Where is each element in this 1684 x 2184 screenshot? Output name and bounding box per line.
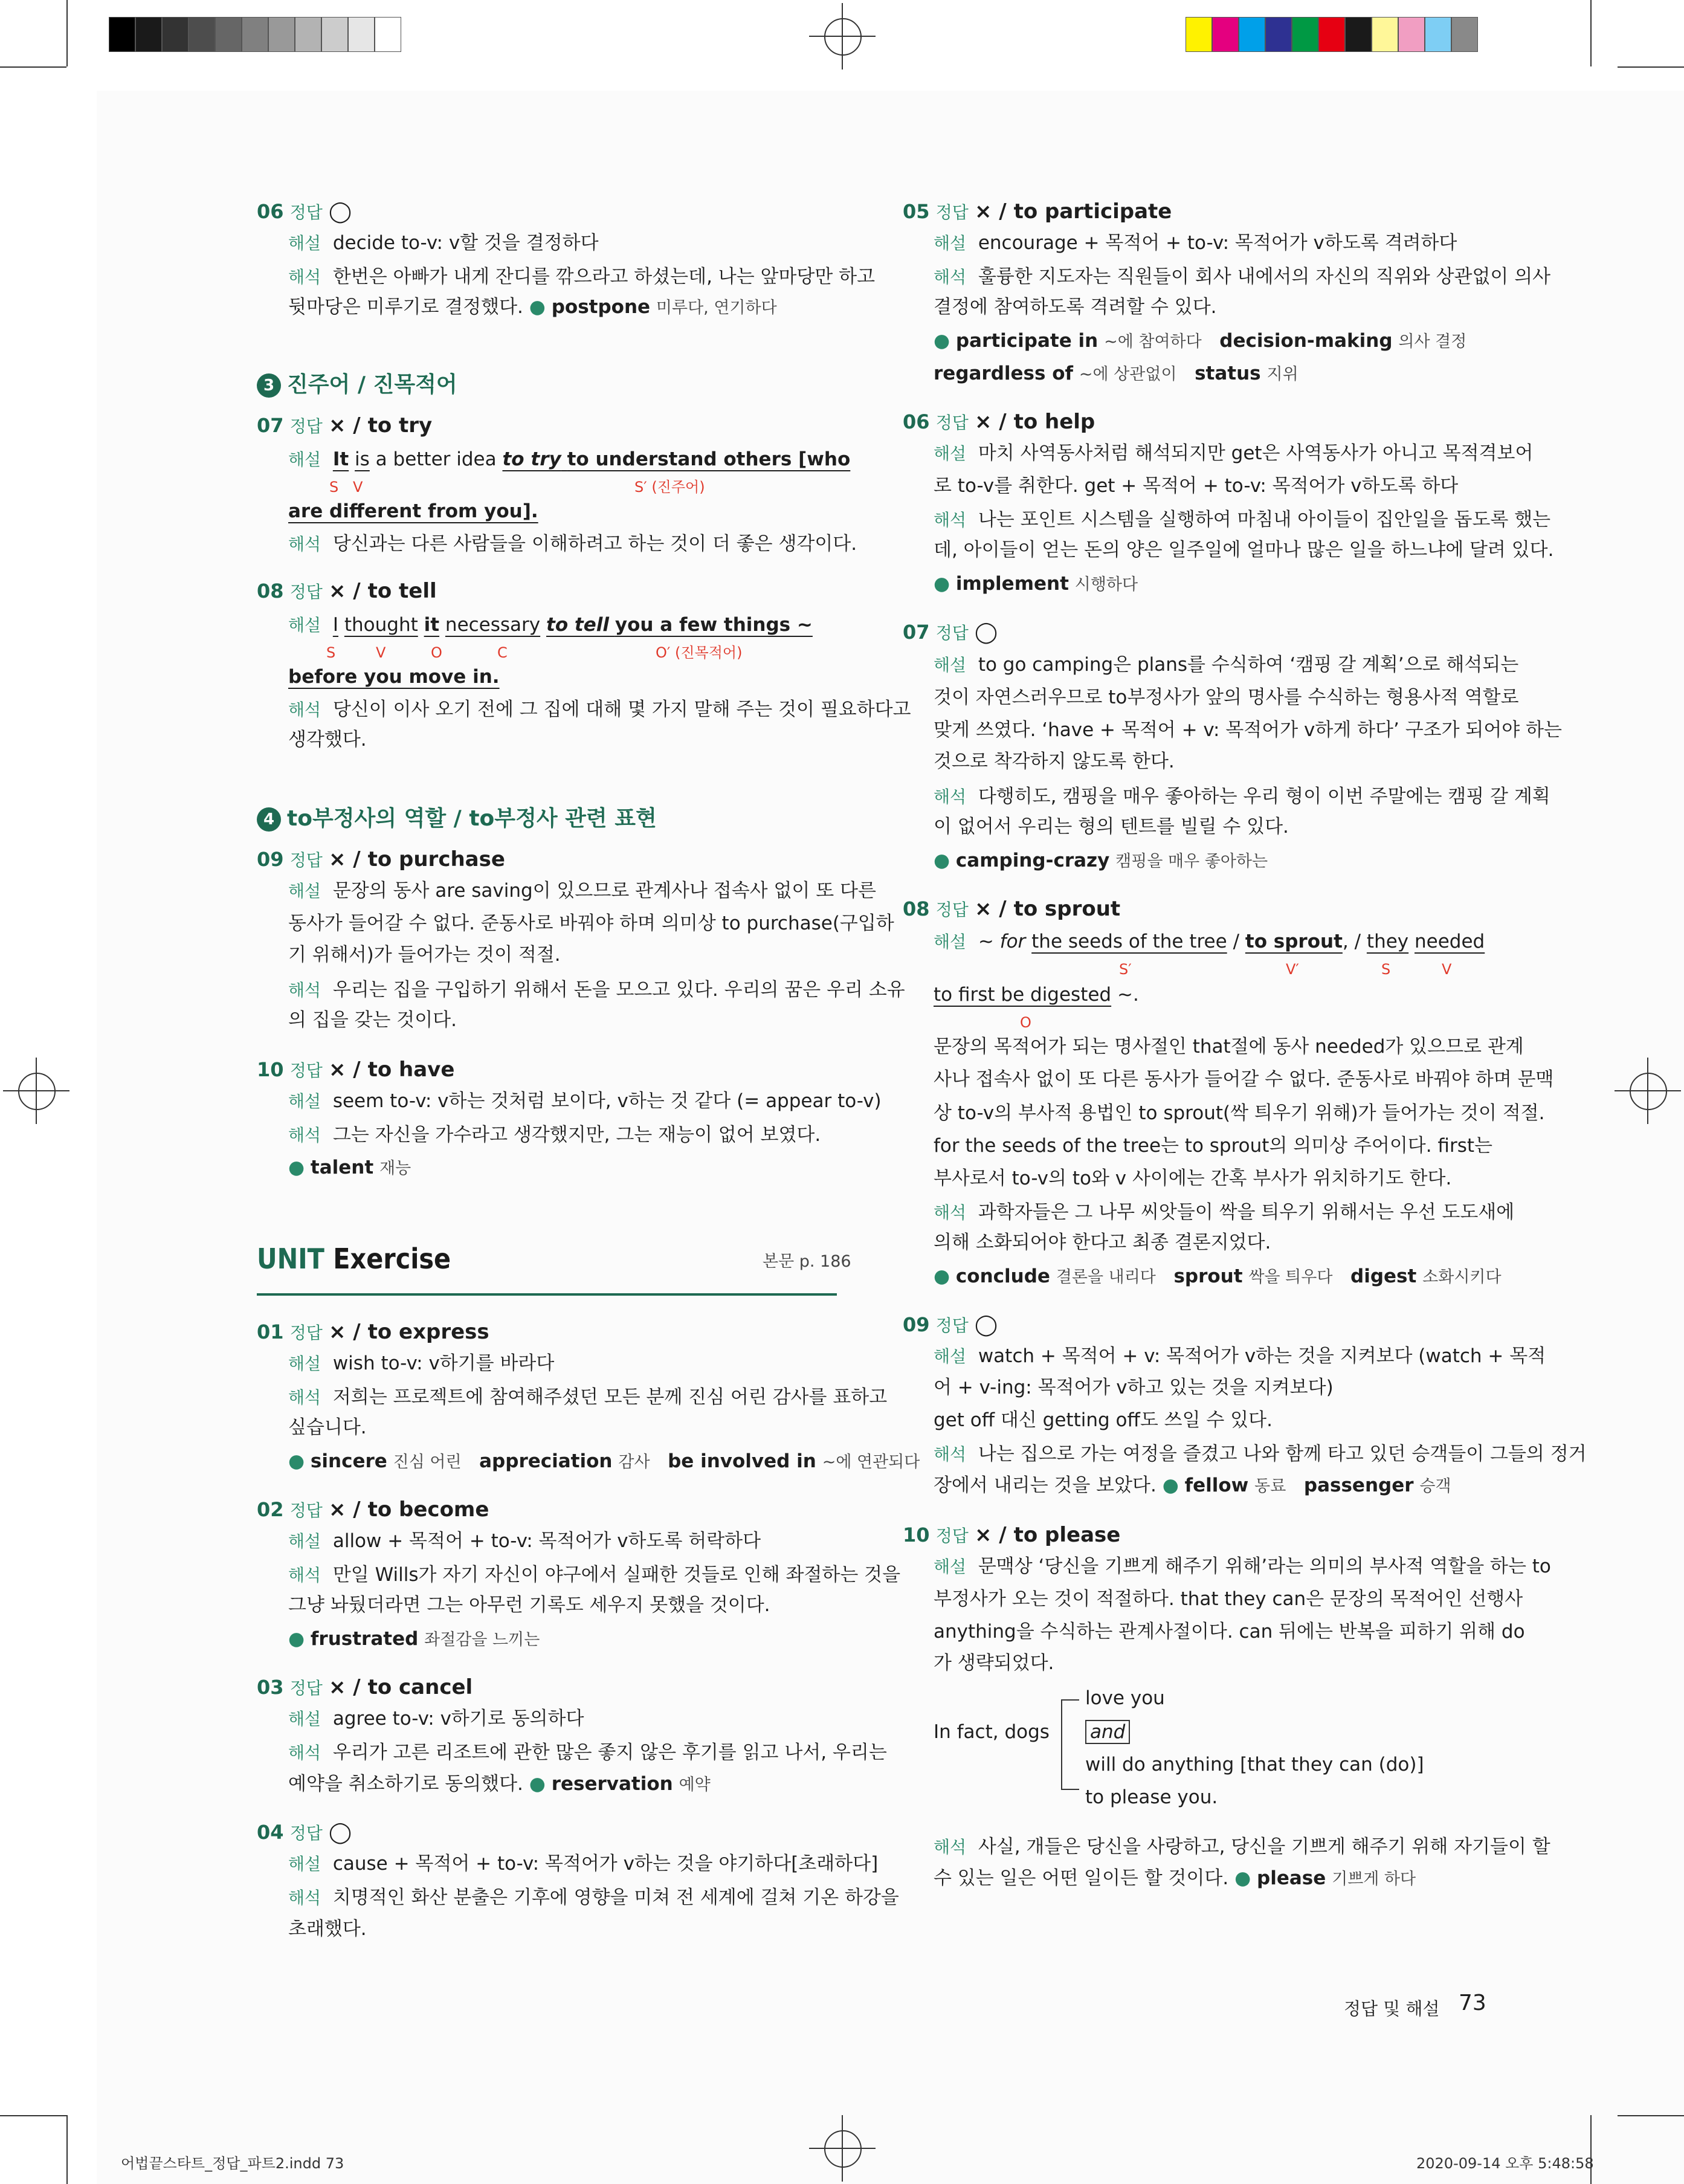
explanation-line: 기 위해서)가 들어가는 것이 적절. — [288, 944, 561, 966]
vocab-line: ● camping-crazy 캠핑을 매우 좋아하는 — [934, 850, 1268, 871]
registration-mark-right — [1615, 1058, 1681, 1124]
analysis-line: 해설 I thought it necessary to tell you a few things ~ — [288, 614, 813, 636]
crop-mark — [1618, 2115, 1684, 2116]
analysis-line: 해설 It is a better idea to try to understand others [who — [288, 448, 851, 470]
color-swatch — [242, 17, 268, 52]
color-swatch — [295, 17, 321, 52]
analysis-line: 해설 ~ for the seeds of the tree / to sprout, / they needed — [934, 931, 1485, 952]
color-swatch — [1265, 17, 1292, 52]
translation-line: 의 집을 갖는 것이다. — [288, 1009, 457, 1031]
translation-line: 뒷마당은 미루기로 결정했다. ● postpone 미루다, 연기하다 — [288, 296, 777, 318]
answer-label: 정답 — [289, 202, 323, 222]
answer-e05: 05 정답 × / to participate — [903, 199, 1172, 224]
vocab-line: regardless of ~에 상관없이 status 지위 — [934, 363, 1298, 384]
translation-line: 해석 만일 Wills가 자기 자신이 야구에서 실패한 것들로 인해 좌절하는 것을 — [288, 1564, 901, 1586]
analysis-line: before you move in. — [288, 666, 500, 688]
explanation-line: 로 to-v를 취한다. get + 목적어 + to-v: 목적어가 v하도록 하다 — [934, 475, 1459, 497]
explanation-line: 해설 문맥상 ‘당신을 기쁘게 해주기 위해’라는 의미의 부사적 역할을 하는 to — [934, 1556, 1551, 1577]
color-swatch — [1345, 17, 1372, 52]
explanation-line: 어 + v-ing: 목적어가 v하고 있는 것을 지켜보다) — [934, 1377, 1334, 1398]
color-swatch — [1292, 17, 1318, 52]
color-swatch — [135, 17, 162, 52]
color-swatch — [375, 17, 401, 52]
answer-e10: 10 정답 × / to please — [903, 1523, 1121, 1547]
translation-line: 해석 훌륭한 지도자는 직원들이 회사 내에서의 자신의 직위와 상관없이 의사 — [934, 266, 1551, 288]
bullet-icon: ● — [529, 296, 546, 318]
explanation-line: 가 생략되었다. — [934, 1652, 1054, 1674]
analysis-line: are different from you]. — [288, 500, 538, 522]
diagram-subject: In fact, dogs — [934, 1721, 1050, 1743]
color-bar — [1186, 17, 1478, 52]
answer-e07: 07 정답 ◯ — [903, 620, 998, 644]
color-swatch — [1239, 17, 1265, 52]
explanation-line: 동사가 들어갈 수 없다. 준동사로 바꿔야 하며 의미상 to purchase(구입하 — [288, 913, 894, 934]
explanation-line: 상 to-v의 부사적 용법인 to sprout(싹 틔우기 위해)가 들어가는 것이 적절. — [934, 1102, 1545, 1124]
explanation-line: 해설 watch + 목적어 + v: 목적어가 v하는 것을 지켜보다 (watch + 목적 — [934, 1345, 1546, 1367]
grammar-tag: S — [329, 479, 339, 496]
translation-line: 해석 당신이 이사 오기 전에 그 집에 대해 몇 가지 말해 주는 것이 필요하다고 — [288, 699, 911, 720]
explanation-line: 맞게 쓰였다. ‘have + 목적어 + v: 목적어가 v하게 하다’ 구조가 되어야 하는 — [934, 719, 1562, 741]
color-swatch — [162, 17, 189, 52]
color-swatch — [1186, 17, 1212, 52]
grammar-tag: V′ — [1286, 961, 1299, 978]
vocab-line: ● talent 재능 — [288, 1157, 411, 1178]
explanation-line: 해설 문장의 동사 are saving이 있으므로 관계사나 접속사 없이 또 다른 — [288, 880, 876, 902]
section-title-3: 3 진주어 / 진목적어 — [257, 367, 457, 398]
vocab-line: ● implement 시행하다 — [934, 573, 1138, 595]
explanation-line: 부정사가 오는 것이 적절하다. that they can은 문장의 목적어인 선행사 — [934, 1588, 1523, 1610]
translation-line: 해석 우리가 고른 리조트에 관한 많은 좋지 않은 후기를 읽고 나서, 우리는 — [288, 1742, 887, 1763]
color-swatch — [109, 17, 135, 52]
answer-value: ◯ — [328, 199, 352, 224]
explanation-line: 것으로 착각하지 않도록 한다. — [934, 751, 1175, 772]
color-swatch — [268, 17, 295, 52]
grammar-tag: S — [1381, 961, 1391, 978]
crop-mark — [0, 66, 66, 68]
color-swatch — [1451, 17, 1478, 52]
explanation-line: 해설 cause + 목적어 + to-v: 목적어가 v하는 것을 야기하다[초래하다] — [288, 1853, 879, 1875]
crop-mark — [1590, 0, 1592, 66]
answer-06 — [257, 199, 352, 225]
grammar-tag: S′ (진주어) — [634, 479, 705, 496]
translation-line: 생각했다. — [288, 729, 367, 751]
grammar-tag: O — [431, 644, 442, 661]
item-number: 06 — [257, 200, 284, 223]
translation-line: 해석 치명적인 화산 분출은 기후에 영향을 미쳐 전 세계에 걸쳐 기온 하강을 — [288, 1887, 899, 1908]
answer-e03: 03 정답 × / to cancel — [257, 1675, 473, 1699]
translation-line: 해석 나는 포인트 시스템을 실행하여 마침내 아이들이 집안일을 돕도록 했는 — [934, 509, 1551, 531]
translation-line: 해석 당신과는 다른 사람들을 이해하려고 하는 것이 더 좋은 생각이다. — [288, 533, 857, 555]
color-swatch — [1212, 17, 1239, 52]
translation-line: 해석 다행히도, 캠핑을 매우 좋아하는 우리 형이 이번 주말에는 캠핑 갈 계획 — [934, 786, 1550, 807]
explanation-line: 해설 seem to-v: v하는 것처럼 보이다, v하는 것 같다 (= appear to-v) — [288, 1090, 882, 1112]
diagram-branch-c: to please you. — [1085, 1786, 1218, 1808]
page-number: 73 — [1459, 1991, 1486, 2015]
color-swatch — [215, 17, 242, 52]
explanation-line: get off 대신 getting off도 쓰일 수 있다. — [934, 1409, 1273, 1431]
answer-e06: 06 정답 × / to help — [903, 410, 1095, 434]
answer-e02: 02 정답 × / to become — [257, 1497, 489, 1522]
explanation-line: 해설 decide to-v: v할 것을 결정하다 — [288, 232, 599, 254]
translation-line: 해석 한번은 아빠가 내게 잔디를 깎으라고 하셨는데, 나는 앞마당만 하고 — [288, 266, 876, 288]
answer-e04: 04 정답 ◯ — [257, 1820, 352, 1844]
diagram-conjunction: and — [1085, 1720, 1130, 1744]
explanation-line: 해설 마치 사역동사처럼 해석되지만 get은 사역동사가 아니고 목적격보어 — [934, 442, 1534, 464]
unit-exercise-title: UNIT Exercise — [257, 1242, 451, 1275]
translation-line: 해석 그는 자신을 가수라고 생각했지만, 그는 재능이 없어 보였다. — [288, 1124, 821, 1146]
translation-line: 의해 소화되어야 한다고 최종 결론지었다. — [934, 1232, 1271, 1253]
crop-mark — [66, 2115, 68, 2184]
grammar-tag: V — [376, 644, 386, 661]
registration-mark-bottom — [809, 2115, 876, 2182]
translation-line: 해석 나는 집으로 가는 여정을 즐겼고 나와 함께 타고 있던 승객들이 그들의 정거 — [934, 1443, 1587, 1465]
analysis-line: to first be digested ~. — [934, 984, 1139, 1006]
crop-mark — [0, 2115, 66, 2116]
explanation-line: 부사로서 to-v의 to와 v 사이에는 간혹 부사가 위치하기도 한다. — [934, 1168, 1452, 1189]
grammar-tag: V — [1442, 961, 1452, 978]
diagram-bracket-bottom — [1061, 1789, 1079, 1790]
translation-line: 해석 저희는 프로젝트에 참여해주셨던 모든 분께 진심 어린 감사를 표하고 — [288, 1386, 888, 1408]
explanation-line: 것이 자연스러우므로 to부정사가 앞의 명사를 수식하는 형용사적 역할로 — [934, 687, 1519, 708]
crop-mark — [1590, 2115, 1592, 2184]
color-swatch — [1425, 17, 1451, 52]
grammar-tag: O — [1020, 1014, 1031, 1031]
translation-line: 예약을 취소하기로 동의했다. ● reservation 예약 — [288, 1773, 711, 1795]
registration-mark-top — [809, 3, 876, 69]
explanation-line: 해설 agree to-v: v하기로 동의하다 — [288, 1708, 584, 1730]
answer-07: 07 정답 × / to try — [257, 413, 433, 438]
grammar-tag: V — [353, 479, 363, 496]
crop-mark — [66, 0, 68, 66]
translation-line: 해석 과학자들은 그 나무 씨앗들이 싹을 틔우기 위해서는 우선 도도새에 — [934, 1201, 1515, 1223]
explanation-line: anything을 수식하는 관계사절이다. can 뒤에는 반복을 피하기 위해 do — [934, 1621, 1525, 1643]
file-name: 어법끝스타트_정답_파트2.indd 73 — [121, 2155, 344, 2172]
grammar-tag: O′ (진목적어) — [656, 644, 743, 661]
translation-line: 그냥 놔뒀더라면 그는 아무런 기록도 세우지 못했을 것이다. — [288, 1594, 770, 1616]
grammar-tag: S′ — [1119, 961, 1132, 978]
explanation-line: 해설 to go camping은 plans를 수식하여 ‘캠핑 갈 계획’으로 해석되는 — [934, 654, 1519, 676]
vocab-line: ● sincere 진심 어린 appreciation 감사 be involved in ~에 연관되다 — [288, 1450, 920, 1472]
translation-line: 장에서 내리는 것을 보았다. ● fellow 동료 passenger 승객 — [934, 1475, 1451, 1496]
color-swatch — [1372, 17, 1398, 52]
diagram-branch-b: will do anything [that they can (do)] — [1085, 1754, 1424, 1775]
section-title-4: 4 to부정사의 역할 / to부정사 관련 표현 — [257, 801, 657, 832]
answer-e09: 09 정답 ◯ — [903, 1313, 998, 1337]
grayscale-bar — [109, 17, 401, 52]
explanation-line: 해설 allow + 목적어 + to-v: 목적어가 v하도록 허락하다 — [288, 1530, 761, 1552]
grammar-tag: S — [326, 644, 336, 661]
translation-line: 초래했다. — [288, 1918, 367, 1940]
answer-09: 09 정답 × / to purchase — [257, 847, 505, 871]
answer-e01: 01 정답 × / to express — [257, 1320, 489, 1344]
color-swatch — [1318, 17, 1345, 52]
color-swatch — [1398, 17, 1425, 52]
explanation-line: 문장의 목적어가 되는 명사절인 that절에 동사 needed가 있으므로 관계 — [934, 1036, 1524, 1058]
translation-line: 수 있는 일은 어떤 일이든 할 것이다. ● please 기쁘게 하다 — [934, 1867, 1416, 1889]
translation-line: 데, 아이들이 얻는 돈의 양은 일주일에 얼마나 많은 일을 하느냐에 달려 있다. — [934, 539, 1554, 561]
grammar-tag: C — [497, 644, 508, 661]
bullet-icon: ● — [288, 1157, 305, 1178]
vocab-line: ● conclude 결론을 내리다 sprout 싹을 틔우다 digest 소화시키다 — [934, 1265, 1502, 1287]
color-swatch — [321, 17, 348, 52]
translation-line: 싶습니다. — [288, 1417, 367, 1438]
diagram-bracket-top — [1061, 1699, 1079, 1701]
vocab-line: ● frustrated 좌절감을 느끼는 — [288, 1628, 540, 1650]
color-swatch — [348, 17, 375, 52]
explanation-line: 사나 접속사 없이 또 다른 동사가 들어갈 수 없다. 준동사로 바꿔야 하며 문맥 — [934, 1068, 1554, 1090]
translation-line: 결정에 참여하도록 격려할 수 있다. — [934, 296, 1217, 318]
explanation-line: for the seeds of the tree는 to sprout의 의미상 주어이다. first는 — [934, 1135, 1492, 1157]
color-swatch — [189, 17, 215, 52]
translation-line: 해석 사실, 개들은 당신을 사랑하고, 당신을 기쁘게 해주기 위해 자기들이 할 — [934, 1836, 1550, 1858]
diagram-branch-a: love you — [1085, 1687, 1165, 1709]
answer-e08: 08 정답 × / to sprout — [903, 897, 1121, 921]
explanation-line: 해설 encourage + 목적어 + to-v: 목적어가 v하도록 격려하다 — [934, 232, 1457, 254]
diagram-bracket — [1061, 1699, 1062, 1790]
translation-line: 이 없어서 우리는 형의 텐트를 빌릴 수 있다. — [934, 816, 1289, 838]
footer-section: 정답 및 해설 — [1344, 1998, 1440, 2019]
translation-line: 해석 우리는 집을 구입하기 위해서 돈을 모으고 있다. 우리의 꿈은 우리 소유 — [288, 979, 905, 1001]
print-date: 2020-09-14 오후 5:48:58 — [1416, 2155, 1594, 2172]
answer-10: 10 정답 × / to have — [257, 1058, 455, 1082]
vocab-line: ● participate in ~에 참여하다 decision-making 의사 결정 — [934, 330, 1467, 352]
registration-mark-left — [3, 1058, 69, 1124]
explanation-line: 해설 wish to-v: v하기를 바라다 — [288, 1352, 555, 1374]
answer-08: 08 정답 × / to tell — [257, 579, 437, 603]
crop-mark — [1618, 66, 1684, 68]
unit-rule — [257, 1293, 837, 1296]
page-reference: 본문 p. 186 — [763, 1252, 851, 1271]
